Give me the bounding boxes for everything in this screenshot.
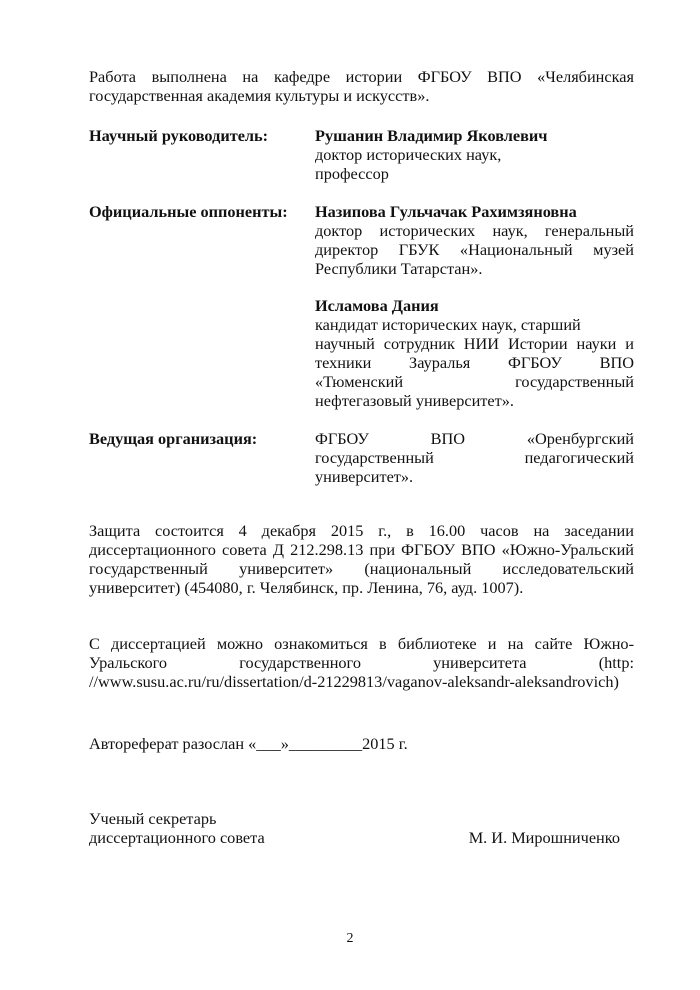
library-paragraph xyxy=(89,634,634,691)
supervisor-info xyxy=(315,126,634,183)
intro-line-1: Работа выполнена на кафедре истории ФГБОУ ВПО «Челябинская xyxy=(89,67,634,86)
intro-line-2: государственная академия культуры и искусств». xyxy=(89,86,430,105)
supervisor-name: Рушанин Владимир Яковлевич xyxy=(315,126,548,145)
defense-line-3: государственный университет» (национальный исследовательский xyxy=(89,559,634,578)
opponent-2-info xyxy=(315,296,634,410)
leading-org-label: Ведущая организация: xyxy=(89,429,258,448)
opponent-1-info xyxy=(315,202,634,278)
opponent-2-line-3: техники Зауралья ФГБОУ ВПО xyxy=(315,353,634,372)
defense-paragraph xyxy=(89,521,634,597)
secretary-title: Ученый секретарь xyxy=(89,809,217,828)
opponent-1-name: Назипова Гульчачак Рахимзяновна xyxy=(315,202,577,221)
opponent-1-line-3: Республики Татарстан». xyxy=(315,259,483,278)
defense-line-1: Защита состоится 4 декабря 2015 г., в 16.00 часов на заседании xyxy=(89,521,634,540)
leading-org-line-3: университет». xyxy=(315,467,414,486)
opponent-2-line-1: кандидат исторических наук, старший xyxy=(315,315,581,334)
intro-paragraph xyxy=(89,67,634,105)
opponent-2-line-4: «Тюменский государственный xyxy=(315,372,634,391)
opponent-1-line-2: директор ГБУК «Национальный музей xyxy=(315,240,634,259)
page-number: 2 xyxy=(346,931,354,946)
library-line-1: С диссертацией можно ознакомиться в библиотеке и на сайте Южно- xyxy=(89,634,634,653)
secretary-block xyxy=(89,809,634,847)
secretary-council: диссертационного совета xyxy=(89,828,265,847)
sent-paragraph xyxy=(89,734,634,753)
supervisor-label: Научный руководитель: xyxy=(89,126,269,145)
library-line-2: Уральского государственного университета (http: xyxy=(89,653,634,672)
library-url-line: //www.susu.ac.ru/ru/dissertation/d-21229813/vaganov-aleksandr-aleksandrovich) xyxy=(89,672,619,691)
leading-org-line-1: ФГБОУ ВПО «Оренбургский xyxy=(315,429,634,448)
opponents-label: Официальные оппоненты: xyxy=(89,202,288,221)
leading-org-info xyxy=(315,429,634,486)
supervisor-degree: доктор исторических наук, xyxy=(315,145,502,164)
opponent-2-line-2: научный сотрудник НИИ Истории науки и xyxy=(315,334,634,353)
supervisor-title: профессор xyxy=(315,164,389,183)
secretary-name: М. И. Мирошниченко xyxy=(468,828,620,847)
opponent-2-line-5: нефтегазовый университет». xyxy=(315,391,514,410)
defense-line-4: университет) (454080, г. Челябинск, пр. Ленина, 76, ауд. 1007). xyxy=(89,578,524,597)
opponent-2-name: Исламова Дания xyxy=(315,296,439,315)
sent-text: Автореферат разослан «___»_________2015 г. xyxy=(89,734,408,753)
leading-org-line-2: государственный педагогический xyxy=(315,448,634,467)
defense-line-2: диссертационного совета Д 212.298.13 при ФГБОУ ВПО «Южно-Уральский xyxy=(89,540,634,559)
opponent-1-line-1: доктор исторических наук, генеральный xyxy=(315,221,634,240)
